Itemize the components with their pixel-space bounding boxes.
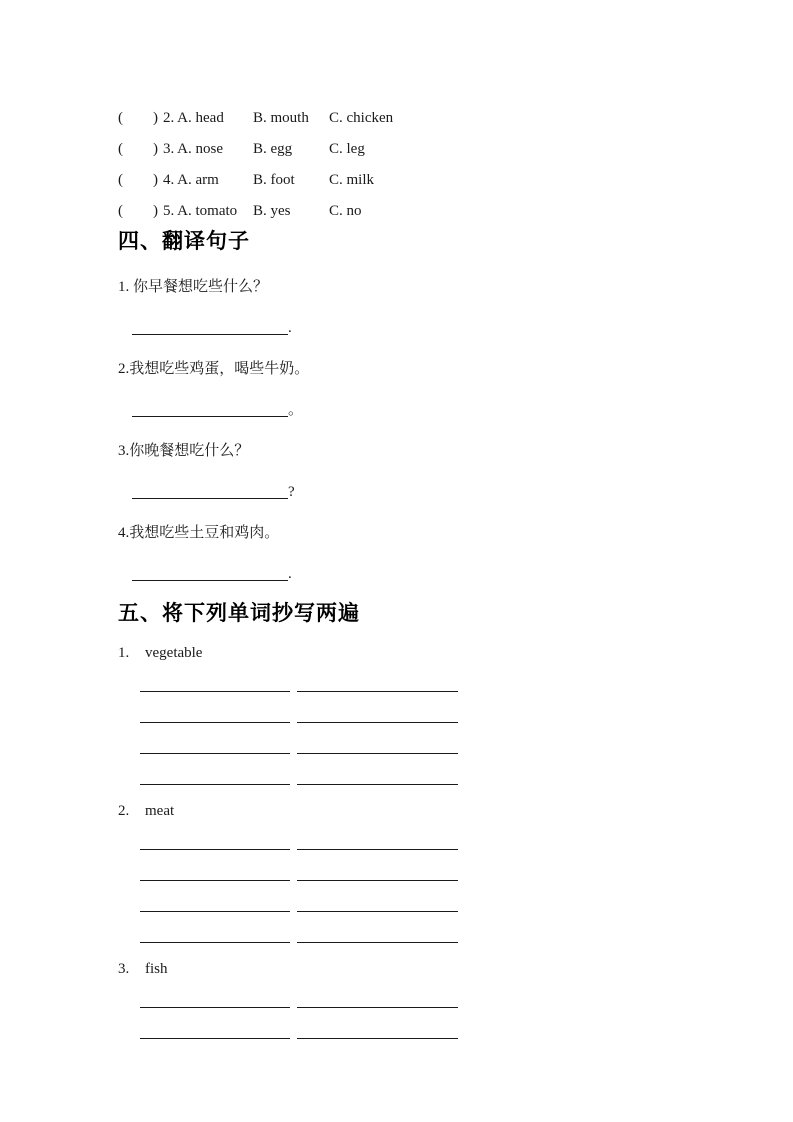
word-number: 2.: [118, 803, 130, 819]
write-blank-line: [140, 783, 290, 785]
copy-blank-row: [140, 881, 733, 912]
blank-end-punctuation: .: [288, 566, 292, 582]
mc-row-4: [118, 165, 733, 196]
copy-blank-row: [140, 977, 733, 1008]
blank-end-punctuation: ?: [288, 484, 295, 500]
translate-prompt-4: 4.我想吃些土豆和鸡肉。: [118, 525, 280, 541]
mc-row-2: [118, 103, 733, 134]
answer-parentheses: ( ): [118, 203, 158, 219]
write-blank-line: [297, 783, 458, 785]
mc-option-b: B. foot: [253, 172, 295, 188]
translate-answer-blank-1: [132, 315, 733, 335]
mc-option-a: 3. A. nose: [163, 141, 223, 157]
copy-blank-row: [140, 1008, 733, 1039]
write-blank-line: [140, 879, 290, 881]
copy-blank-row: [140, 850, 733, 881]
word-number: 1.: [118, 645, 130, 661]
copy-word-3: [118, 959, 733, 979]
write-blank-line: [132, 399, 288, 417]
mc-option-a: 4. A. arm: [163, 172, 219, 188]
write-blank-line: [132, 563, 288, 581]
word-to-copy: fish: [145, 961, 168, 977]
mc-option-c: C. no: [329, 203, 362, 219]
mc-option-c: C. chicken: [329, 110, 394, 126]
copy-blank-row: [140, 819, 733, 850]
copy-blank-row: [140, 692, 733, 723]
copy-blank-lines-vegetable: [118, 661, 733, 785]
word-to-copy: meat: [145, 803, 175, 819]
mc-option-b: B. egg: [253, 141, 293, 157]
mc-option-b: B. yes: [253, 203, 291, 219]
translate-answer-blank-3: [132, 479, 733, 499]
answer-parentheses: ( ): [118, 172, 158, 188]
copy-blank-row: [140, 723, 733, 754]
translate-prompt-3: 3.你晚餐想吃什么？: [118, 443, 250, 459]
translate-prompt-2: 2.我想吃些鸡蛋，喝些牛奶。: [118, 361, 310, 377]
write-blank-line: [297, 1006, 458, 1008]
mc-option-a: 2. A. head: [163, 110, 224, 126]
write-blank-line: [132, 481, 288, 499]
write-blank-line: [297, 879, 458, 881]
write-blank-line: [140, 848, 290, 850]
write-blank-line: [140, 1006, 290, 1008]
answer-parentheses: ( ): [118, 141, 158, 157]
copy-blank-row: [140, 912, 733, 943]
section-4-header: 四、翻译句子: [118, 230, 250, 253]
copy-words-section: [118, 601, 733, 1039]
section-5-header: 五、将下列单词抄写两遍: [118, 602, 360, 625]
mc-option-a: 5. A. tomato: [163, 203, 238, 219]
mc-row-5: [118, 196, 733, 227]
word-to-copy: vegetable: [145, 645, 203, 661]
mc-row-3: [118, 134, 733, 165]
mc-option-c: C. leg: [329, 141, 365, 157]
copy-word-2: [118, 801, 733, 821]
write-blank-line: [140, 1037, 290, 1039]
write-blank-line: [297, 690, 458, 692]
write-blank-line: [297, 1037, 458, 1039]
answer-parentheses: ( ): [118, 110, 158, 126]
word-number: 3.: [118, 961, 130, 977]
write-blank-line: [297, 910, 458, 912]
copy-blank-lines-meat: [118, 819, 733, 943]
mc-option-b: B. mouth: [253, 110, 309, 126]
translate-answer-blank-4: [132, 561, 733, 581]
blank-end-punctuation: 。: [288, 402, 304, 418]
write-blank-line: [297, 941, 458, 943]
write-blank-line: [297, 752, 458, 754]
mc-option-c: C. milk: [329, 172, 375, 188]
translate-answer-blank-2: [132, 397, 733, 417]
write-blank-line: [132, 317, 288, 335]
multiple-choice-section: [118, 103, 733, 227]
copy-blank-row: [140, 754, 733, 785]
copy-word-1: [118, 643, 733, 663]
write-blank-line: [140, 910, 290, 912]
write-blank-line: [297, 721, 458, 723]
write-blank-line: [140, 690, 290, 692]
write-blank-line: [297, 848, 458, 850]
write-blank-line: [140, 721, 290, 723]
copy-blank-row: [140, 661, 733, 692]
translate-prompt-1: 1. 你早餐想吃些什么？: [118, 279, 269, 295]
blank-end-punctuation: .: [288, 320, 292, 336]
write-blank-line: [140, 752, 290, 754]
translate-section: [118, 229, 733, 581]
write-blank-line: [140, 941, 290, 943]
copy-blank-lines-fish: [118, 977, 733, 1039]
